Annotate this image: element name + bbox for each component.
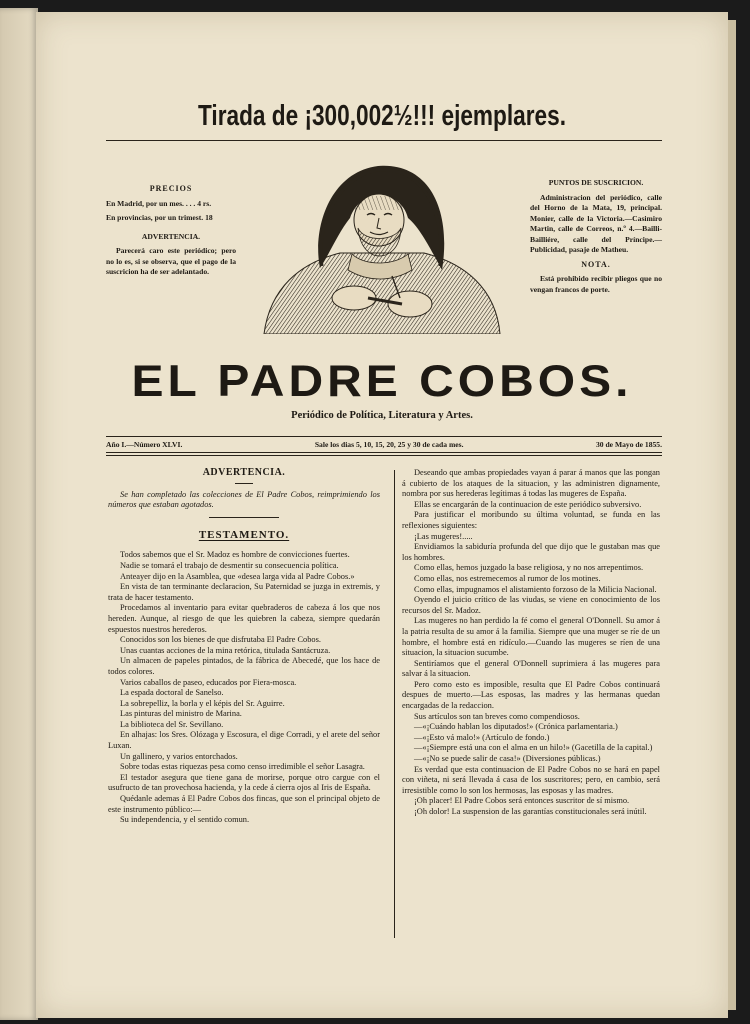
advertencia-notice: Se han completado las colecciones de El Padre Cobos, reimprimiendo los números que estaban agotados. (108, 489, 380, 510)
paragraph: Varios caballos de paseo, educados por Fiera-mosca. (120, 677, 297, 687)
paragraph: Todos sabemos que el Sr. Madoz es hombre de convicciones fuertes. (120, 550, 350, 560)
paragraph: Unas cuantas acciones de la mina retórica, titulada Santácruza. (120, 645, 331, 655)
issue-number: Año I.—Número XLVI. (106, 440, 183, 449)
paragraph: Envidiamos la sabiduría profunda del que dijo que le gustaban mas que los hombres. (402, 542, 660, 562)
paragraph: —«¡Cuándo hablan los diputados!» (Crónica parlamentaria.) (414, 722, 618, 732)
paragraph: Un almacen de papeles pintados, de la fábrica de Abecedé, que los hace de todos colores. (108, 656, 380, 676)
advertencia-box-text: Parecerá caro este periódico; pero no lo es, si se observa, que el pago de la suscricion ha de ser adelantado. (106, 246, 236, 276)
column-divider (394, 470, 395, 938)
paragraph: El testador asegura que tiene gana de morirse, porque otro cargue con el usufructo de tan provechosa hacienda, y la cede á cierra ojos al Iris de España. (108, 772, 380, 793)
paragraph: En alhajas: los Sres. Olózaga y Escosura, el dige Corradi, y el arete del señor Luxan. (108, 730, 380, 751)
newspaper-page (36, 12, 728, 1018)
heading-rule (235, 483, 253, 484)
paragraph: Las mugeres no han perdido la fé como el general O'Donnell. Su amor á la patria resulta de su amor á la familia. Siempre que una muger se ríe de un hombre, el hombre está en ridículo.—Cuando las mugeres se ríen de una situacion, la situacion sucumbe. (402, 616, 660, 658)
top-rule (106, 140, 662, 141)
hooded-friar-portrait-icon (260, 158, 504, 334)
dateline-bottom-rule (106, 452, 662, 453)
page-edge-shadow (728, 20, 736, 1010)
paragraph: ¡Oh dolor! La suspension de las garantías constitucionales será inútil. (414, 807, 647, 816)
paragraph: En vista de tan terminante declaracion, Su Paternidad se juzga in extremis, y trata de hacer testamento. (108, 582, 380, 602)
masthead-subtitle: Periódico de Política, Literatura y Artes. (291, 410, 473, 421)
points-title: PUNTOS DE SUSCRICION. (548, 178, 644, 187)
paragraph: Como ellas, nos estremecemos al rumor de los motines. (414, 573, 601, 583)
issue-date: 30 de Mayo de 1855. (595, 440, 662, 449)
paragraph: —«¡Siempre está una con el alma en un hilo!» (Gacetilla de la capital.) (414, 743, 653, 753)
paragraph: Ellas se encargarán de la continuacion de este periódico subversivo. (414, 499, 642, 509)
points-text: Administracion del periódico, calle del Horno de la Mata, 19, principal. Monier, calle de la Victoria.—Casimiro Martin, calle de Correos, n.º 4.—Bailli-Bailliére, calle del Príncipe.—Publicidad, pasaje de Matheu. (530, 192, 662, 254)
paragraph: La sobrepelliz, la borla y el képis del Sr. Aguirre. (120, 698, 285, 708)
right-column-body (402, 468, 660, 818)
paragraph: Su independencia, y el sentido comun. (120, 815, 250, 825)
paragraph: Un gallinero, y varios entorchados. (120, 751, 238, 761)
left-column (108, 468, 380, 826)
paragraph: ¡Oh placer! El Padre Cobos será entonces suscritor de sí mismo. (414, 796, 630, 806)
paragraph: ¡Las mugeres!..... (414, 531, 473, 541)
nota-title: NOTA. (581, 259, 611, 269)
paragraph: La biblioteca del Sr. Sevillano. (120, 719, 224, 729)
masthead-title: EL PADRE COBOS. (131, 357, 633, 406)
advertencia-heading: ADVERTENCIA. (202, 467, 286, 478)
right-column (402, 468, 660, 818)
nota-text: Está prohibido recibir pliegos que no vengan francos de porte. (530, 274, 662, 294)
paragraph: —«¡No se puede salir de casa!» (Diversiones públicas.) (414, 754, 601, 764)
circulation-banner: Tirada de ¡300,002½!!! ejemplares. (198, 100, 566, 132)
subscription-prices-box (106, 182, 236, 282)
publication-schedule: Sale los dias 5, 10, 15, 20, 25 y 30 de cada mes. (314, 440, 464, 449)
subscription-points-box (530, 178, 662, 299)
testamento-body (108, 550, 380, 825)
paragraph: Pero como esto es imposible, resulta que El Padre Cobos continuará despues de muerto.—Las esposas, las madres y las hermanas quedan encargadas de la redaccion. (402, 679, 660, 711)
paragraph: La espada doctoral de Sanelso. (120, 688, 224, 698)
paragraph: Sobre todas estas riquezas pesa como censo irredimible el señor Lasagra. (120, 762, 365, 772)
paragraph: Anteayer dijo en la Asamblea, que «desea larga vida al Padre Cobos.» (120, 571, 355, 581)
paragraph: Quédanle ademas á El Padre Cobos dos fincas, que son el principal objeto de este instrumento público:— (108, 794, 380, 814)
paragraph: Las pinturas del ministro de Marina. (120, 709, 242, 719)
paragraph: Deseando que ambas propiedades vayan á parar á manos que las pongan á cubierto de los ataques de la situacion, y las administren dignamente, nombra por sus herederas legítimas á todas las mugeres de España. (402, 468, 660, 499)
prices-title: PRECIOS (149, 184, 193, 193)
paragraph: —«¡Esto vá malo!» (Artículo de fondo.) (414, 732, 550, 742)
dateline (106, 440, 662, 449)
dateline-double-rule (106, 455, 662, 456)
dateline-top-rule (106, 436, 662, 437)
paragraph: Sentiríamos que el general O'Donnell suprimiera á las mugeres para salvar á la situacion. (402, 658, 660, 679)
paragraph: Sus artículos son tan breves como compendiosos. (414, 711, 580, 721)
paragraph: Como ellas, impugnamos el alistamiento forzoso de la Milicia Nacional. (414, 584, 657, 594)
paragraph: Para justificar el moribundo su última voluntad, se funda en las reflexiones siguientes: (402, 510, 660, 530)
paragraph: Oyendo el juicio crítico de las viudas, se viene en conocimiento de los recursos del Sr. Madoz. (402, 595, 660, 615)
price-provinces: En provincias, por un trimest. 18 (106, 213, 213, 222)
testamento-heading: TESTAMENTO. (198, 528, 290, 541)
previous-page-edge (0, 8, 38, 1020)
paragraph: Como ellas, hemos juzgado la base religiosa, y no nos arrepentimos. (414, 563, 644, 573)
price-madrid: En Madrid, por un mes. . . . 4 rs. (106, 198, 212, 208)
paragraph: Nadie se tomará el trabajo de desmentir su consecuencia política. (120, 560, 339, 570)
advertencia-box-title: ADVERTENCIA. (141, 231, 201, 241)
section-rule (209, 517, 279, 518)
paragraph: Conocidos son los bienes de que disfrutaba El Padre Cobos. (120, 635, 321, 645)
paragraph: Es verdad que esta continuacion de El Padre Cobos no se hará en papel con viñeta, ni será llevada á casa de los suscritores; pero, en cambio, será irresistible como lo son los hermosas, las esposas y las madres. (402, 764, 660, 795)
paragraph: Procedamos al inventario para evitar quebraderos de cabeza á los que nos hereden. Aunque, al riesgo de que les quiebren la cabeza, siempre quedarán espuestos nuestros herederos. (108, 603, 380, 634)
